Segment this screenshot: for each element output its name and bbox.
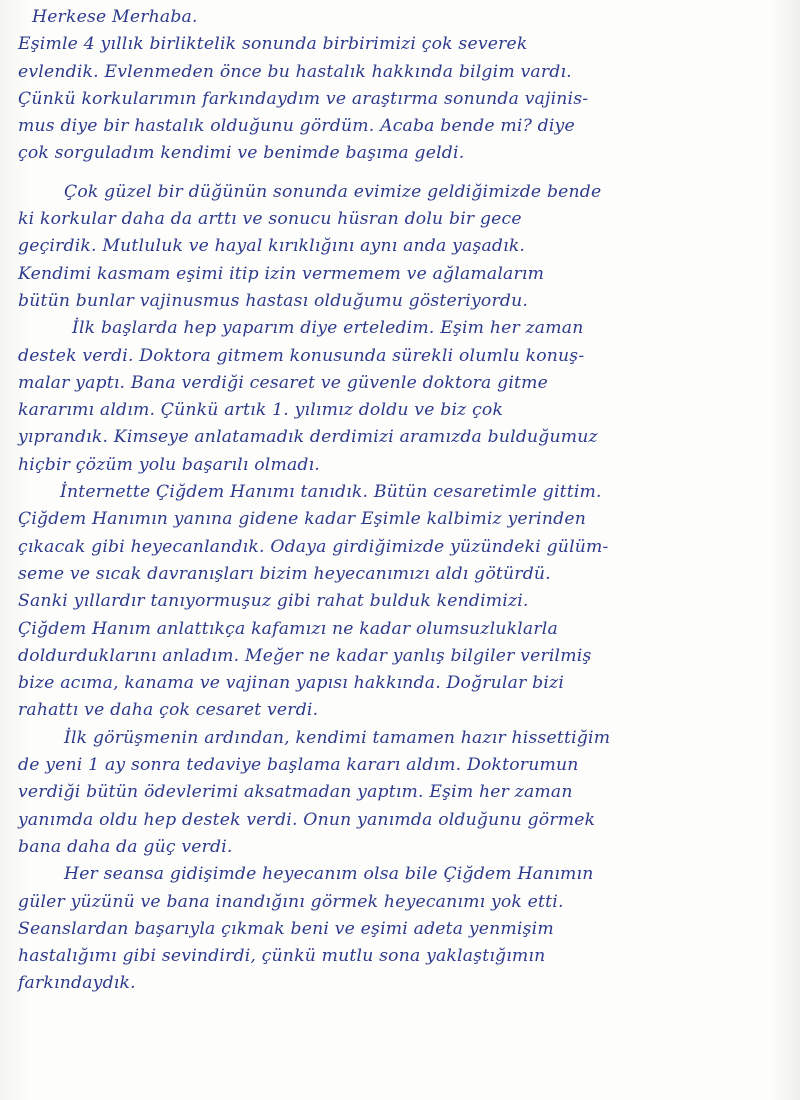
letter-line: bütün bunlar vajinusmus hastası olduğumu gösteriyordu. [18, 290, 529, 311]
letter-line: hastalığımı gibi sevindirdi, çünkü mutlu sona yaklaştığımın [18, 946, 546, 967]
paragraph-1 [18, 31, 790, 167]
letter-line: farkındaydık. [18, 973, 136, 994]
letter-line: hiçbir çözüm yolu başarılı olmadı. [18, 454, 320, 475]
letter-line: Her seansa gidişimde heyecanım olsa bile Çiğdem Hanımın [64, 864, 594, 885]
letter-line: seme ve sıcak davranışları bizim heyecanımızı aldı götürdü. [18, 563, 551, 584]
letter-line: ki korkular daha da arttı ve sonucu hüsran dolu bir gece [18, 209, 522, 230]
letter-line: Seanslardan başarıyla çıkmak beni ve eşimi adeta yenmişim [18, 918, 554, 939]
letter-line: İnternette Çiğdem Hanımı tanıdık. Bütün cesaretimle gittim. [60, 482, 602, 503]
letter-line: Çiğdem Hanım anlattıkça kafamızı ne kadar olumsuzluklarla [18, 618, 558, 639]
letter-line: Eşimle 4 yıllık birliktelik sonunda birbirimizi çok severek [18, 34, 528, 55]
paragraph-4 [18, 479, 790, 725]
letter-line: İlk görüşmenin ardından, kendimi tamamen hazır hissettiğim [64, 727, 611, 748]
letter-line: bize acıma, kanama ve vajinan yapısı hakkında. Doğrular bizi [18, 673, 565, 694]
letter-line: kararımı aldım. Çünkü artık 1. yılımız doldu ve biz çok [18, 400, 504, 421]
letter-line: evlendik. Evlenmeden önce bu hastalık hakkında bilgim vardı. [18, 61, 572, 82]
letter-line: malar yaptı. Bana verdiği cesaret ve güvenle doktora gitme [18, 372, 549, 393]
letter-line: mus diye bir hastalık olduğunu gördüm. Acaba bende mi? diye [18, 116, 575, 137]
letter-line: geçirdik. Mutluluk ve hayal kırıklığını aynı anda yaşadık. [18, 236, 526, 257]
paragraph-2 [18, 179, 790, 315]
letter-line: güler yüzünü ve bana inandığını görmek heyecanımı yok etti. [18, 891, 564, 912]
letter-line: doldurduklarını anladım. Meğer ne kadar yanlış bilgiler verilmiş [18, 645, 592, 666]
letter-line: çok sorguladım kendimi ve benimde başıma geldi. [18, 143, 465, 164]
letter-line: destek verdi. Doktora gitmem konusunda sürekli olumlu konuş- [18, 345, 585, 366]
letter-line: İlk başlarda hep yaparım diye erteledim. Eşim her zaman [72, 318, 584, 339]
handwritten-letter [18, 4, 790, 998]
letter-line: Sanki yıllardır tanıyormuşuz gibi rahat bulduk kendimizi. [18, 591, 529, 612]
letter-line: Çok güzel bir düğünün sonunda evimize geldiğimizde bende [64, 181, 602, 202]
letter-line: çıkacak gibi heyecanlandık. Odaya girdiğimizde yüzündeki gülüm- [18, 536, 609, 557]
letter-line: de yeni 1 ay sonra tedaviye başlama kararı aldım. Doktorumun [18, 755, 579, 776]
letter-line: rahattı ve daha çok cesaret verdi. [18, 700, 319, 721]
letter-line: yanımda oldu hep destek verdi. Onun yanımda olduğunu görmek [18, 809, 596, 830]
letter-line: bana daha da güç verdi. [18, 836, 233, 857]
letter-line: yıprandık. Kimseye anlatamadık derdimizi aramızda bulduğumuz [18, 427, 598, 448]
paragraph-6 [18, 861, 790, 997]
letter-line: Kendimi kasmam eşimi itip izin vermemem ve ağlamalarım [18, 263, 545, 284]
letter-line: Çünkü korkularımın farkındaydım ve araştırma sonunda vajinis- [18, 88, 589, 109]
letter-line: verdiği bütün ödevlerimi aksatmadan yaptım. Eşim her zaman [18, 782, 573, 803]
greeting: Herkese Merhaba. [32, 7, 198, 27]
letter-line: Çiğdem Hanımın yanına gidene kadar Eşimle kalbimiz yerinden [18, 509, 586, 530]
paragraph-5 [18, 725, 790, 861]
paragraph-3 [18, 315, 790, 479]
